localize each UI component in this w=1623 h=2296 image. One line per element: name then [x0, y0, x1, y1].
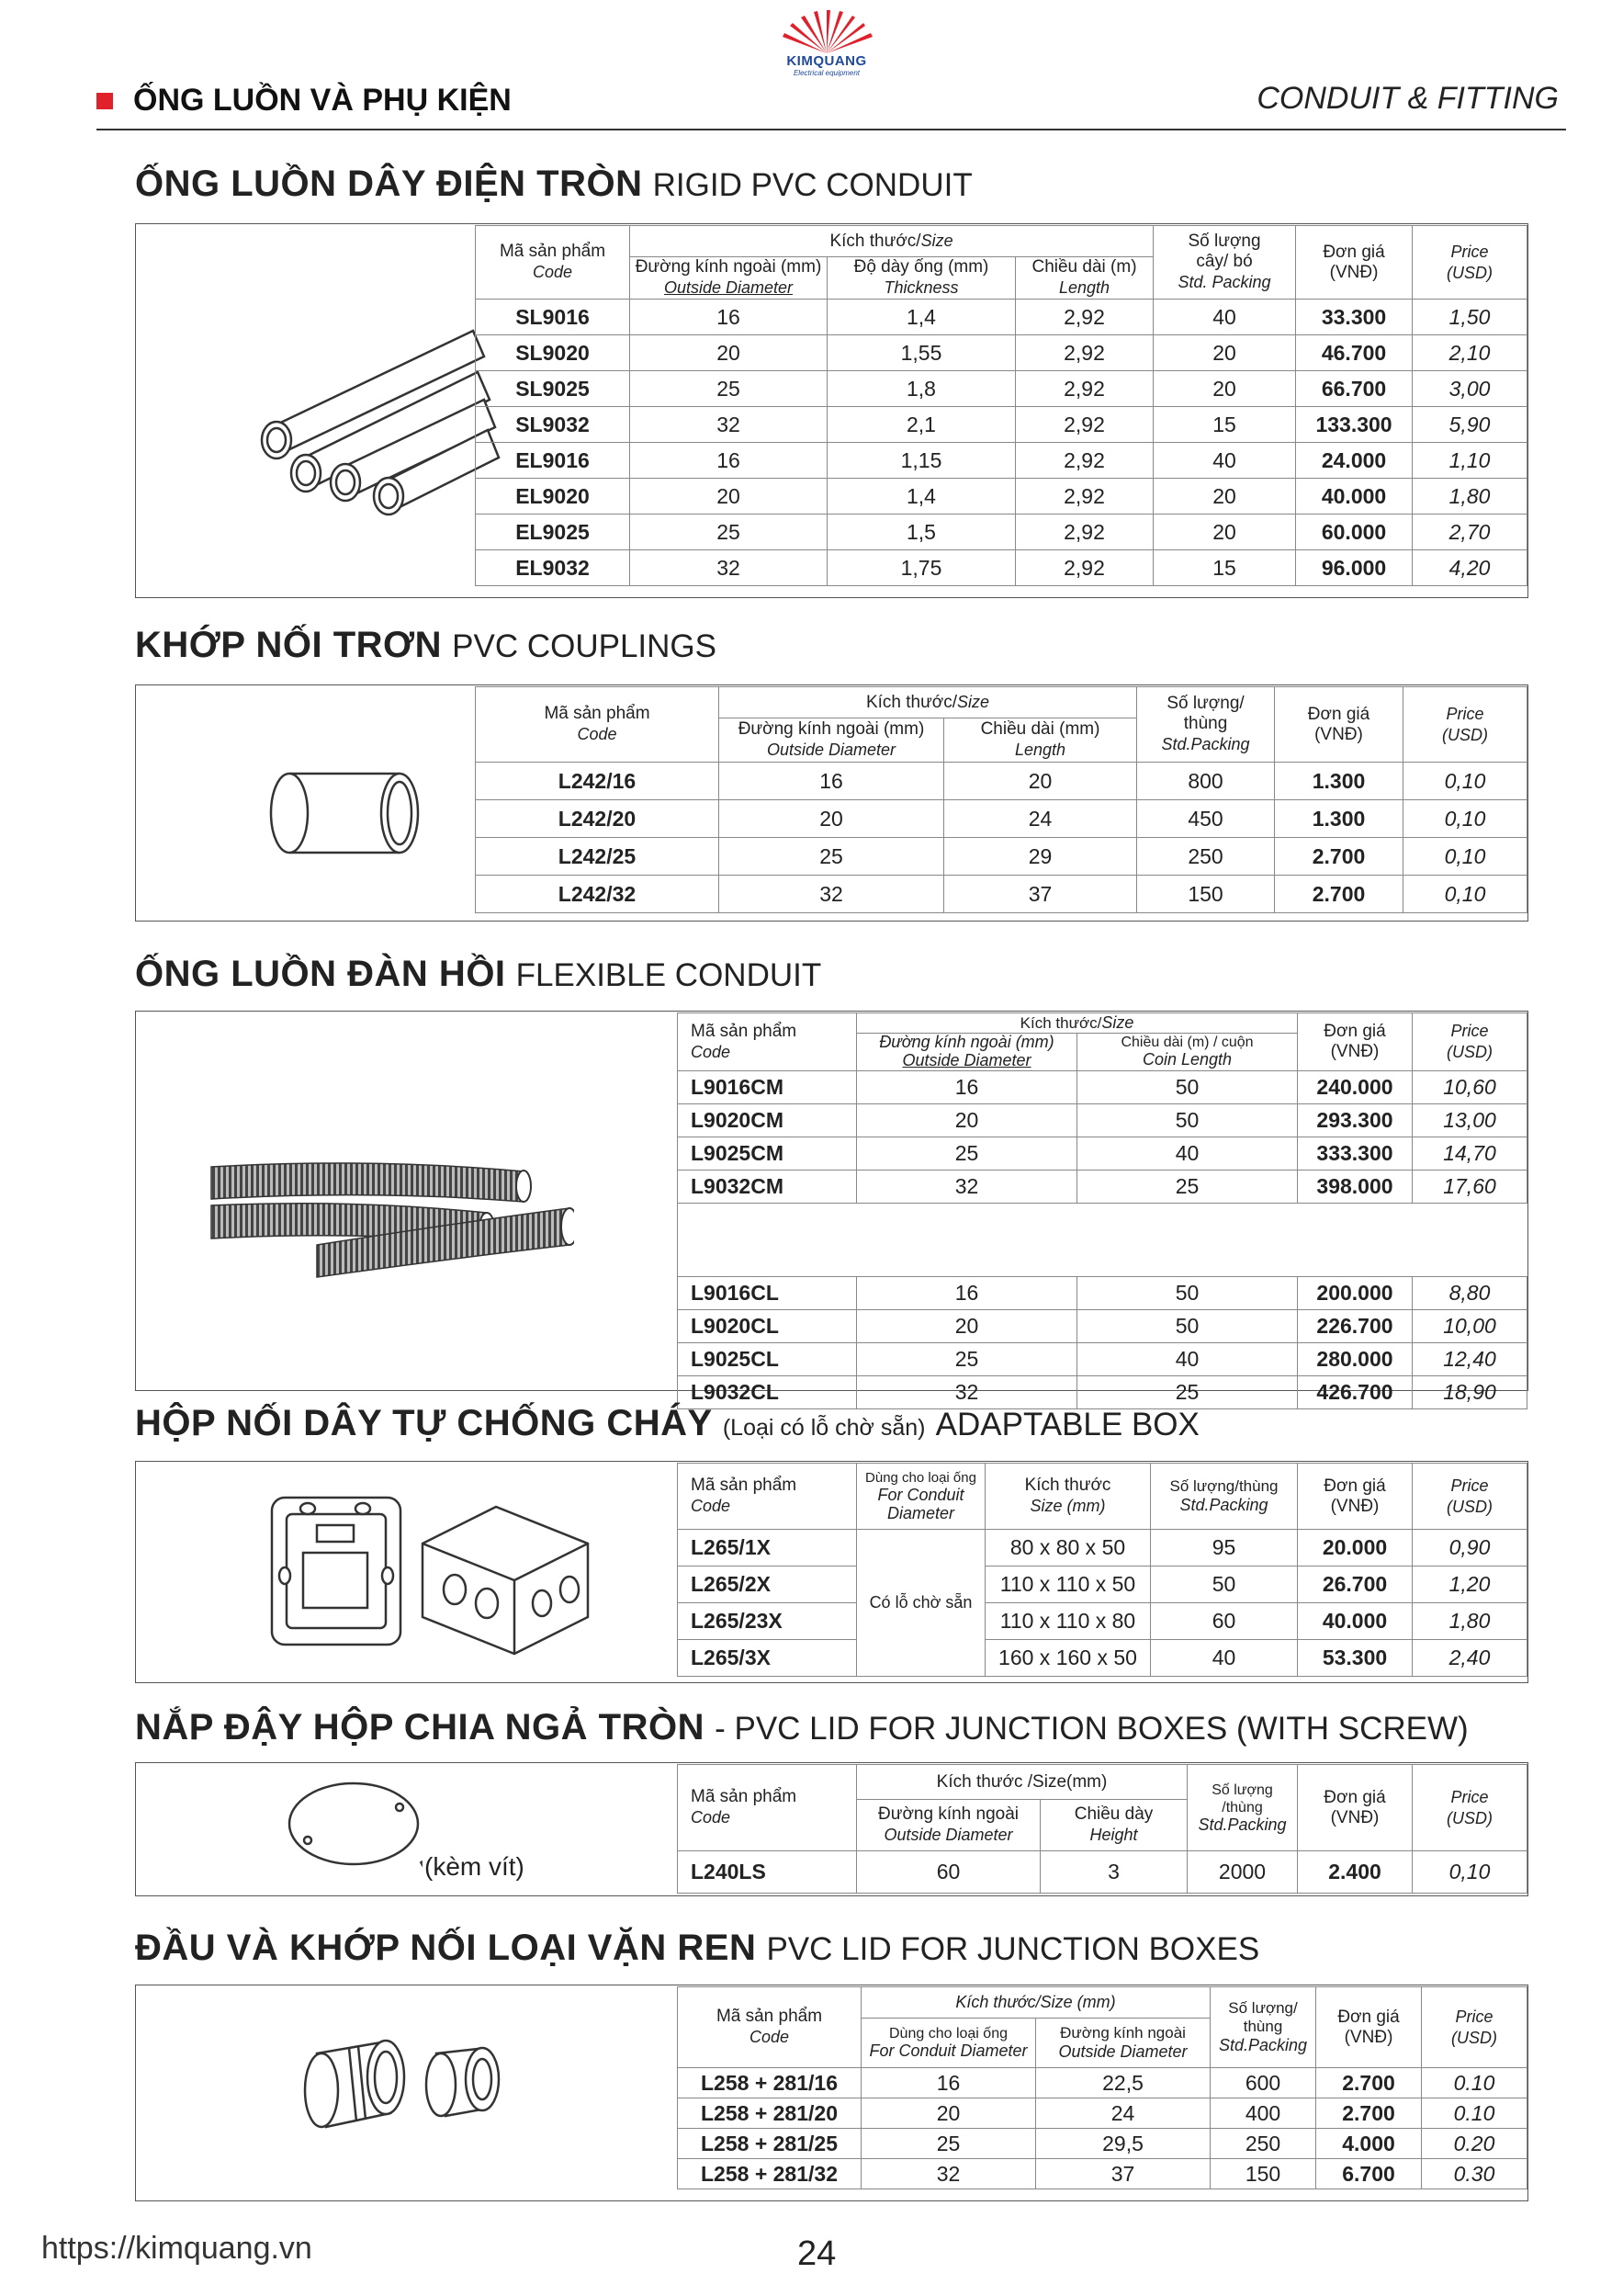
cell-usd: 3,00	[1413, 371, 1527, 407]
cell-code: L9025CL	[678, 1343, 857, 1376]
cell-vnd: 46.700	[1296, 335, 1413, 371]
cell-od: 20	[857, 1310, 1077, 1343]
cell-od: 20	[857, 1104, 1077, 1137]
cell-vnd: 4.000	[1316, 2129, 1422, 2159]
cell-usd: 8,80	[1413, 1277, 1527, 1310]
cell-code: EL9025	[476, 515, 630, 550]
section-title-pvc-lid	[135, 1707, 1469, 1748]
cell-size: 110 x 110 x 50	[986, 1566, 1151, 1603]
cell-coil: 50	[1077, 1104, 1298, 1137]
col-size: Kích thước/Size	[857, 1013, 1298, 1034]
cell-vnd: 2.700	[1316, 2098, 1422, 2129]
cell-pack: 400	[1211, 2098, 1316, 2129]
col-price-usd: Price (USD)	[1422, 1987, 1527, 2068]
cell-code: L258 + 281/25	[678, 2129, 862, 2159]
cell-od: 25	[719, 838, 944, 876]
cell-od: 32	[857, 1376, 1077, 1409]
cell-size: 160 x 160 x 50	[986, 1640, 1151, 1677]
cell-od: 25	[630, 515, 828, 550]
cell-coil: 25	[1077, 1171, 1298, 1204]
col-code: Mã sản phẩm Code	[476, 226, 630, 300]
cell-usd: 0,10	[1403, 876, 1527, 913]
section-title-vi: HỘP NỐI DÂY TỰ CHỐNG CHÁY	[135, 1403, 713, 1443]
header-divider	[96, 129, 1566, 130]
cell-vnd: 1.300	[1275, 800, 1403, 838]
kimquang-logo	[762, 9, 891, 77]
cell-vnd: 293.300	[1298, 1104, 1413, 1137]
cell-usd: 10,60	[1413, 1071, 1527, 1104]
col-length: Chiều dài (mm) Length	[944, 718, 1137, 763]
section-title-en: RIGID PVC CONDUIT	[652, 167, 973, 203]
table-row	[678, 1171, 1527, 1204]
cell-len: 2,92	[1016, 479, 1154, 515]
cell-usd: 17,60	[1413, 1171, 1527, 1204]
table-row	[678, 1137, 1527, 1171]
cell-usd: 1,80	[1413, 479, 1527, 515]
cell-code: SL9032	[476, 407, 630, 443]
col-size: Kích thước Size (mm)	[986, 1464, 1151, 1530]
cell-pack: 95	[1151, 1530, 1298, 1566]
col-code: Mã sản phẩm Code	[678, 1464, 857, 1530]
cell-thick: 2,1	[828, 407, 1016, 443]
col-price-usd: Price (USD)	[1403, 687, 1527, 763]
section-title-en: PVC LID FOR JUNCTION BOXES	[766, 1931, 1260, 1967]
cell-code: L9016CL	[678, 1277, 857, 1310]
cell-vnd: 96.000	[1296, 550, 1413, 586]
cell-thick: 1,4	[828, 479, 1016, 515]
cell-len: 37	[944, 876, 1137, 913]
cell-code: L242/32	[476, 876, 719, 913]
cell-vnd: 2.700	[1275, 838, 1403, 876]
cell-code: SL9020	[476, 335, 630, 371]
cell-vnd: 2.700	[1316, 2068, 1422, 2098]
table-row	[678, 1310, 1527, 1343]
cell-vnd: 40.000	[1296, 479, 1413, 515]
table-row	[476, 763, 1527, 800]
cell-coil: 50	[1077, 1310, 1298, 1343]
col-od: Đường kính ngoài (mm) Outside Diameter	[719, 718, 944, 763]
cell-vnd: 426.700	[1298, 1376, 1413, 1409]
screw-icon	[421, 1858, 423, 1882]
cell-od: 16	[719, 763, 944, 800]
col-price-usd: Price (USD)	[1413, 226, 1527, 300]
cell-code: L9025CM	[678, 1137, 857, 1171]
col-packing: Số lượng cây/ bó Std. Packing	[1154, 226, 1296, 300]
cell-code: SL9016	[476, 300, 630, 335]
cell-od: 29,5	[1036, 2129, 1211, 2159]
cell-pack: 150	[1211, 2159, 1316, 2189]
cell-vnd: 1.300	[1275, 763, 1403, 800]
col-packing: Số lượng /thùng Std.Packing	[1188, 1765, 1298, 1851]
cell-coil: 40	[1077, 1343, 1298, 1376]
cell-use: 32	[862, 2159, 1036, 2189]
cell-od: 20	[630, 335, 828, 371]
col-price-vnd: Đơn giá (VNĐ)	[1298, 1765, 1413, 1851]
cell-usd: 13,00	[1413, 1104, 1527, 1137]
cell-coil: 50	[1077, 1071, 1298, 1104]
col-conduit-diameter: Dùng cho loại ống For Conduit Diameter	[857, 1464, 986, 1530]
cell-usd: 12,40	[1413, 1343, 1527, 1376]
col-price-usd: Price (USD)	[1413, 1765, 1527, 1851]
cell-pack: 15	[1154, 407, 1296, 443]
cell-usd: 14,70	[1413, 1137, 1527, 1171]
cell-code: L265/1X	[678, 1530, 857, 1566]
col-size: Kích thước /Size(mm)	[857, 1765, 1188, 1800]
cell-od: 22,5	[1036, 2068, 1211, 2098]
col-length: Chiều dài (m) Length	[1016, 257, 1154, 300]
col-price-vnd: Đơn giá (VNĐ)	[1316, 1987, 1422, 2068]
section-title-vi: ĐẦU VÀ KHỚP NỐI LOẠI VẶN REN	[135, 1928, 757, 1968]
header-title-en: CONDUIT & FITTING	[1257, 81, 1559, 116]
adaptable-box-table	[677, 1463, 1527, 1677]
spacer-row	[678, 1204, 1527, 1277]
col-price-vnd: Đơn giá (VNĐ)	[1296, 226, 1413, 300]
cell-coil: 40	[1077, 1137, 1298, 1171]
cell-vnd: 398.000	[1298, 1171, 1413, 1204]
cell-pack: 150	[1137, 876, 1275, 913]
table-row	[678, 1851, 1527, 1894]
cell-usd: 0,10	[1413, 1851, 1527, 1894]
brand-name: KIMQUANG	[786, 53, 867, 69]
cell-od: 32	[630, 550, 828, 586]
red-square-icon	[96, 93, 113, 109]
cell-code: L258 + 281/32	[678, 2159, 862, 2189]
table-row	[678, 1071, 1527, 1104]
cell-usd: 1,50	[1413, 300, 1527, 335]
cell-od: 20	[719, 800, 944, 838]
coupling-icon	[262, 763, 427, 864]
cell-pack: 40	[1151, 1640, 1298, 1677]
cell-code: L265/3X	[678, 1640, 857, 1677]
table-row	[476, 479, 1527, 515]
cell-od: 25	[857, 1343, 1077, 1376]
cell-od: 25	[857, 1137, 1077, 1171]
cell-code: L242/16	[476, 763, 719, 800]
cell-usd: 0.20	[1422, 2129, 1527, 2159]
cell-len: 24	[944, 800, 1137, 838]
col-od: Đường kính ngoài (mm) Outside Diameter	[857, 1034, 1077, 1071]
cell-pack: 40	[1154, 300, 1296, 335]
cell-pack: 60	[1151, 1603, 1298, 1640]
page-number: 24	[797, 2234, 837, 2273]
cell-pack: 800	[1137, 763, 1275, 800]
cell-usd: 18,90	[1413, 1376, 1527, 1409]
cell-use: 25	[862, 2129, 1036, 2159]
cell-vnd: 66.700	[1296, 371, 1413, 407]
col-price-vnd: Đơn giá (VNĐ)	[1298, 1013, 1413, 1071]
cell-usd: 2,10	[1413, 335, 1527, 371]
table-row	[678, 2068, 1527, 2098]
cell-usd: 10,00	[1413, 1310, 1527, 1343]
cell-coil: 50	[1077, 1277, 1298, 1310]
col-packing: Số lượng/ thùng Std.Packing	[1137, 687, 1275, 763]
col-conduit-diameter: Dùng cho loại ống For Conduit Diameter	[862, 2019, 1036, 2068]
section-title-vi: NẮP ĐẬY HỘP CHIA NGẢ TRÒN	[135, 1707, 704, 1747]
cell-size: 110 x 110 x 80	[986, 1603, 1151, 1640]
cell-od: 24	[1036, 2098, 1211, 2129]
section-title-en: PVC COUPLINGS	[452, 628, 717, 664]
brand-tagline: Electrical equipment	[793, 69, 861, 77]
cell-vnd: 53.300	[1298, 1640, 1413, 1677]
cell-od: 16	[630, 300, 828, 335]
cell-thick: 1,4	[828, 300, 1016, 335]
table-row	[678, 1530, 1527, 1566]
cell-len: 29	[944, 838, 1137, 876]
cell-vnd: 133.300	[1296, 407, 1413, 443]
cell-vnd: 33.300	[1296, 300, 1413, 335]
cell-pack: 450	[1137, 800, 1275, 838]
col-thickness: Độ dày ống (mm) Thickness	[828, 257, 1016, 300]
cell-len: 2,92	[1016, 335, 1154, 371]
cell-len: 2,92	[1016, 371, 1154, 407]
cell-pack: 40	[1154, 443, 1296, 479]
cell-pack: 20	[1154, 479, 1296, 515]
col-code: Mã sản phẩm Code	[678, 1013, 857, 1071]
cell-h: 3	[1041, 1851, 1188, 1894]
cell-usd: 0,10	[1403, 763, 1527, 800]
cell-pack: 250	[1211, 2129, 1316, 2159]
col-code: Mã sản phẩm Code	[678, 1987, 862, 2068]
col-packing: Số lượng/ thùng Std.Packing	[1211, 1987, 1316, 2068]
cell-vnd: 20.000	[1298, 1530, 1413, 1566]
table-row	[476, 515, 1527, 550]
cell-thick: 1,5	[828, 515, 1016, 550]
table-row	[476, 800, 1527, 838]
table-row	[678, 1104, 1527, 1137]
table-row	[678, 1603, 1527, 1640]
cell-code: L258 + 281/16	[678, 2068, 862, 2098]
section-title-vi: ỐNG LUỒN DÂY ĐIỆN TRÒN	[135, 164, 643, 204]
threaded-fitting-icon	[294, 2026, 514, 2145]
table-row	[678, 2129, 1527, 2159]
cell-code: L265/2X	[678, 1566, 857, 1603]
cell-vnd: 226.700	[1298, 1310, 1413, 1343]
website-link[interactable]: https://kimquang.vn	[41, 2231, 312, 2266]
pvc-lid-table	[677, 1764, 1527, 1894]
cell-vnd: 2.400	[1298, 1851, 1413, 1894]
cell-pack: 50	[1151, 1566, 1298, 1603]
cell-len: 2,92	[1016, 550, 1154, 586]
col-od: Đường kính ngoài (mm) Outside Diameter	[630, 257, 828, 300]
cell-code: EL9020	[476, 479, 630, 515]
cell-pack: 600	[1211, 2068, 1316, 2098]
table-row	[476, 335, 1527, 371]
cell-od: 32	[857, 1171, 1077, 1204]
junction-box-icon	[266, 1488, 597, 1663]
cell-thick: 1,55	[828, 335, 1016, 371]
cell-code: L242/25	[476, 838, 719, 876]
cell-thick: 1,15	[828, 443, 1016, 479]
cell-len: 2,92	[1016, 515, 1154, 550]
cell-od: 16	[630, 443, 828, 479]
cell-vnd: 200.000	[1298, 1277, 1413, 1310]
section-title-en: - PVC LID FOR JUNCTION BOXES (WITH SCREW)	[715, 1711, 1469, 1747]
flexible-conduit-table	[677, 1012, 1527, 1409]
table-row	[678, 1343, 1527, 1376]
cell-usd: 1,80	[1413, 1603, 1527, 1640]
cell-len: 2,92	[1016, 300, 1154, 335]
cell-pack: 2000	[1188, 1851, 1298, 1894]
rigid-conduit-table	[475, 225, 1527, 586]
cell-vnd: 6.700	[1316, 2159, 1422, 2189]
cell-code: EL9032	[476, 550, 630, 586]
col-price-vnd: Đơn giá (VNĐ)	[1298, 1464, 1413, 1530]
table-row	[678, 2159, 1527, 2189]
cell-pack: 20	[1154, 335, 1296, 371]
cell-use: 16	[862, 2068, 1036, 2098]
col-code: Mã sản phẩm Code	[678, 1765, 857, 1851]
section-title-en: FLEXIBLE CONDUIT	[515, 957, 822, 993]
cell-usd: 4,20	[1413, 550, 1527, 586]
rigid-conduit-pipes-icon	[243, 322, 501, 533]
table-row	[476, 300, 1527, 335]
cell-vnd: 26.700	[1298, 1566, 1413, 1603]
col-coil-length: Chiều dài (m) / cuộn Coin Length	[1077, 1034, 1298, 1071]
table-row	[476, 407, 1527, 443]
table-row	[678, 1640, 1527, 1677]
cell-od: 16	[857, 1071, 1077, 1104]
page-header-left	[96, 83, 512, 119]
section-title-flexible-conduit	[135, 954, 821, 995]
table-row	[476, 371, 1527, 407]
table-row	[678, 1566, 1527, 1603]
col-code: Mã sản phẩm Code	[476, 687, 719, 763]
cell-vnd: 40.000	[1298, 1603, 1413, 1640]
cell-code: SL9025	[476, 371, 630, 407]
cell-use: 20	[862, 2098, 1036, 2129]
cell-coil: 25	[1077, 1376, 1298, 1409]
cell-usd: 0.30	[1422, 2159, 1527, 2189]
col-od: Đường kính ngoài Outside Diameter	[1036, 2019, 1211, 2068]
cell-code: EL9016	[476, 443, 630, 479]
section-title-rigid-conduit	[135, 164, 973, 205]
cell-od: 32	[719, 876, 944, 913]
cell-usd: 2,40	[1413, 1640, 1527, 1677]
sunburst-logo-icon	[762, 9, 891, 55]
cell-code: L242/20	[476, 800, 719, 838]
cell-vnd: 280.000	[1298, 1343, 1413, 1376]
col-price-usd: Price (USD)	[1413, 1464, 1527, 1530]
col-size: Kích thước/Size	[630, 226, 1154, 257]
cell-len: 2,92	[1016, 407, 1154, 443]
cell-od: 16	[857, 1277, 1077, 1310]
cell-usd: 1,10	[1413, 443, 1527, 479]
cell-usd: 0,90	[1413, 1530, 1527, 1566]
table-row	[476, 838, 1527, 876]
section-title-vi: ỐNG LUỒN ĐÀN HỒI	[135, 954, 506, 994]
col-packing: Số lượng/thùng Std.Packing	[1151, 1464, 1298, 1530]
col-price-vnd: Đơn giá (VNĐ)	[1275, 687, 1403, 763]
cell-len: 2,92	[1016, 443, 1154, 479]
table-row	[678, 1277, 1527, 1310]
threaded-fittings-table	[677, 1986, 1527, 2189]
section-title-en: ADAPTABLE BOX	[935, 1407, 1200, 1442]
cell-vnd: 60.000	[1296, 515, 1413, 550]
cell-pack: 250	[1137, 838, 1275, 876]
cell-pack: 20	[1154, 515, 1296, 550]
cell-vnd: 333.300	[1298, 1137, 1413, 1171]
cell-code: L9020CM	[678, 1104, 857, 1137]
round-lid-icon	[276, 1778, 423, 1888]
cell-len: 20	[944, 763, 1137, 800]
screw-note: (kèm vít)	[424, 1852, 524, 1881]
table-row	[476, 550, 1527, 586]
table-row	[476, 443, 1527, 479]
cell-code: L9032CL	[678, 1376, 857, 1409]
header-title: ỐNG LUỒN VÀ PHỤ KIỆN	[133, 83, 512, 118]
col-height: Chiều dày Height	[1041, 1800, 1188, 1851]
cell-pack: 20	[1154, 371, 1296, 407]
cell-od: 37	[1036, 2159, 1211, 2189]
cell-code: L9032CM	[678, 1171, 857, 1204]
col-size: Kích thước/Size (mm)	[862, 1987, 1211, 2019]
cell-thick: 1,8	[828, 371, 1016, 407]
cell-od: 20	[630, 479, 828, 515]
cell-vnd: 2.700	[1275, 876, 1403, 913]
cell-od: 25	[630, 371, 828, 407]
cell-vnd: 24.000	[1296, 443, 1413, 479]
cell-usd: 0,10	[1403, 800, 1527, 838]
cell-od: 32	[630, 407, 828, 443]
section-title-adaptable-box	[135, 1403, 1200, 1444]
col-price-usd: Price (USD)	[1413, 1013, 1527, 1071]
cell-code: L9016CM	[678, 1071, 857, 1104]
cell-usd: 0,10	[1403, 838, 1527, 876]
cell-code: L240LS	[678, 1851, 857, 1894]
cell-thick: 1,75	[828, 550, 1016, 586]
cell-usd: 5,90	[1413, 407, 1527, 443]
cell-usd: 1,20	[1413, 1566, 1527, 1603]
cell-usd: 0.10	[1422, 2068, 1527, 2098]
section-title-threaded-fittings	[135, 1928, 1259, 1969]
cell-pack: 15	[1154, 550, 1296, 586]
cell-size: 80 x 80 x 50	[986, 1530, 1151, 1566]
col-size: Kích thước/Size	[719, 687, 1137, 718]
cell-code: L265/23X	[678, 1603, 857, 1640]
table-row	[476, 876, 1527, 913]
cell-usd: 2,70	[1413, 515, 1527, 550]
col-od: Đường kính ngoài Outside Diameter	[857, 1800, 1041, 1851]
section-title-note: (Loại có lỗ chờ sẵn)	[722, 1415, 926, 1441]
couplings-table	[475, 686, 1527, 913]
cell-conduit-diameter: Có lỗ chờ sẵn	[857, 1530, 986, 1677]
cell-od: 60	[857, 1851, 1041, 1894]
table-row	[678, 2098, 1527, 2129]
section-title-couplings	[135, 625, 716, 666]
section-title-vi: KHỚP NỐI TRƠN	[135, 625, 443, 665]
cell-code: L258 + 281/20	[678, 2098, 862, 2129]
flexible-conduit-icon	[207, 1148, 574, 1295]
cell-usd: 0.10	[1422, 2098, 1527, 2129]
cell-vnd: 240.000	[1298, 1071, 1413, 1104]
cell-code: L9020CL	[678, 1310, 857, 1343]
